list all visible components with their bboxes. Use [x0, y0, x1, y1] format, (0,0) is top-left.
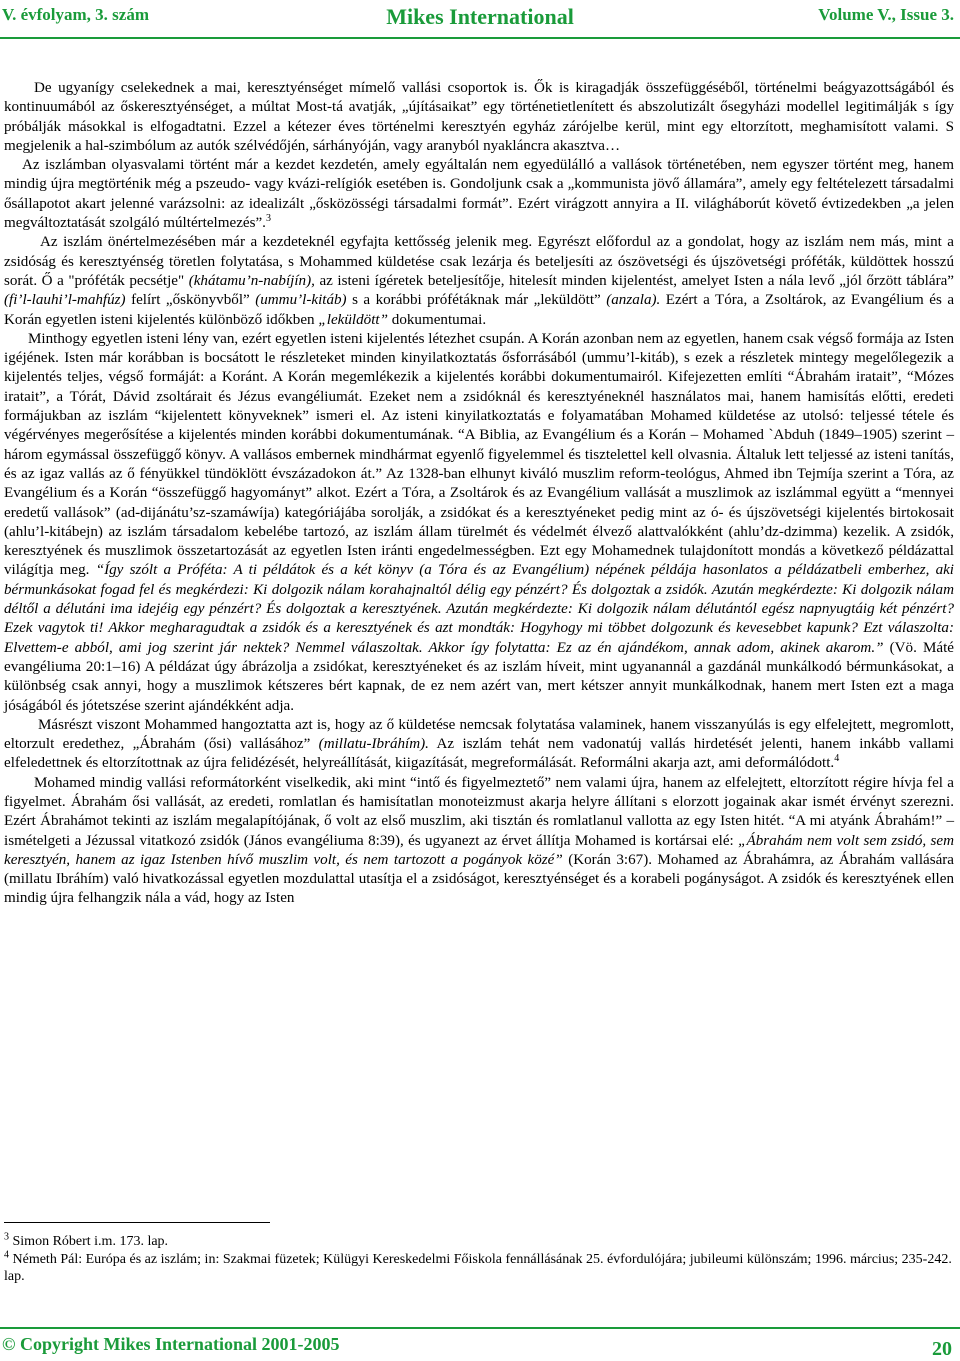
paragraph-3 — [4, 233, 954, 329]
paragraph-6 — [4, 774, 954, 909]
arabic-term-khatamu: (khátamu’n-nabíjín), — [188, 272, 315, 289]
paragraph-4-text-c: (Vö. Máté evangéliuma 20:1–16) A példázat úgy ábrázolja a zsidókat, keresztyéneket és az iszlám híveit, mint ugyanannál a gazdánál munkálkodó bérmunkásokat, a különbség csak annyi, hogy a muszlimok kétszeres bért kapnak, de ez nem azért van, mert kétszer annyit munkálkodnak, hanem mert Isten ezt a maga jóságából és jótetszése szerint ajándékként adja. — [4, 639, 954, 714]
arabic-term-millatu: (millatu-Ibráhím). — [318, 736, 429, 753]
paragraph-3-text-c: az isteni ígéretek beteljesítője, hitelesít minden kijelentést, amelyet Isten a nála levő „jól őrzött táblára” — [319, 272, 954, 289]
footnote-4-text: Németh Pál: Európa és az iszlám; in: Szakmai füzetek; Külügyi Kereskedelmi Főiskola fennállásának 25. évfordulójára; jubileumi különszám; 1996. március; 235-242. lap. — [4, 1251, 952, 1284]
page-number: 20 — [932, 1338, 952, 1360]
article-body — [4, 79, 954, 909]
quran-quote: „Ábrahám nem volt sem zsidó, sem keresztyén, hanem az igaz Istenben hívő muszlim volt, és nem tartozott a pogányok közé” — [4, 832, 954, 868]
paragraph-5 — [4, 716, 954, 774]
page-header — [0, 0, 960, 36]
paragraph-3-text-k: dokumentumai. — [391, 311, 487, 328]
footnote-3-number: 3 — [4, 1231, 9, 1243]
footnote-4-number: 4 — [4, 1248, 9, 1260]
paragraph-5-text-a: Másrészt viszont Mohammed hangoztatta azt is, hogy az ő küldetése nemcsak folytatása valaminek, hanem visszanyúlás is egy elfelejtett, megromlott, eltorzult eredethez, „Ábrahám (ősi) vallásához” — [4, 716, 954, 753]
term-lekuldott: „leküldött” — [318, 311, 388, 328]
header-issue-hu: V. évfolyam, 3. szám — [2, 5, 149, 24]
header-publication-title: Mikes International — [386, 4, 574, 29]
paragraph-2-text: Az iszlámban olyasvalami történt már a kezdet kezdetén, amely egyáltalán nem egyedülálló a vallások történetében, nem egyszer történt meg, hanem mindig újra megtörténik még a pszeudo- vagy kvázi-relígiók esetében is. Gondoljunk csak a „kommunista jövő államára”, amely egy feltételezett társadalmi ősállapotot akart jelenné varázsolni: az idealizált „ősközösségi társadalmi formát”. Ezért virágzott annyira a II. világháborút követő évtizedekben „a jelen megváltoztatását szolgáló múltértelmezés”. — [4, 157, 954, 232]
paragraph-4 — [4, 330, 954, 716]
footnote-3 — [4, 1233, 954, 1251]
arabic-term-lauhi: (fi’l-lauhi’l-mahfúz) — [4, 292, 126, 309]
parable-quote: “Így szólt a Próféta: A ti példátok és a két könyv (a Tóra és az Evangélium) népének példája hasonlatos a példázatbeli emberhez, aki bérmunkásokat fogad fel és megkérdezi: Ki dolgozik nálam korahajnaltól délig egy pénzért? És dolgoztak a zsidók. Azután megkérdezte: Ki dolgozik nálam déltől a délutáni ima idejéig egy pénzért? És dolgoztak a keresztyének. Azután megkérdezte: Ki dolgozik nálam délutántól egész napnyugtáig két pénzért? Ezek vagytok ti! Akkor megharagudtak a zsidók és a keresztyének és azt mondták: Hogyhogy mi többet dolgozunk és kevesebbet kapunk? Ezt válaszolta: Elvettem-e abból, ami jog szerint jár nektek? Nemmel válaszoltak. Akkor így folytatta: Ez az én ajándékom, annak adom, akinek akarom.” — [4, 562, 955, 656]
paragraph-5-text-c: Az iszlám tehát nem vadonatúj vallás hirdetését jelenti, hanem inkább vallami elfeledettnek és eltorzítottnak az újra felidézését, helyreállítását, kiigazítását, megreformálását. Reformálni akarja azt, ami deformálódott. — [4, 736, 954, 772]
footnote-ref-4: 4 — [834, 753, 840, 765]
copyright-notice: © Copyright Mikes International 2001-2005 — [2, 1334, 340, 1354]
arabic-term-ummu: (ummu’l-kitáb) — [255, 292, 347, 309]
header-divider — [0, 37, 960, 39]
paragraph-1: De ugyanígy cselekednek a mai, keresztyénséget mímelő vallási csoportok is. Ők is kiragadják összefüggéséből, történelmi beágyazottságából és kontinuumából az őskeresztyénséget, a múltat Most-tá avatják, „újításaikat” egy történetietlenített és abszolutizált ősegyházi modellel legitimálják s így próbálják másokkal is elfogadtatni. Ezzel a kétezer éves történelmi keresztyén egyház zárójelbe kerül, mint egy eltorzított, meghamisított valami. S megjelenik a hal-szimbólum az autók szélvédőjén, sárhányóján, vagy aranyból nyakláncra akasztva… — [4, 80, 954, 154]
arabic-term-anzala: (anzala). — [606, 292, 661, 309]
header-issue-en: Volume V., Issue 3. — [818, 5, 954, 24]
paragraph-3-text-g: s a korábbi prófétáknak már „leküldött” — [352, 292, 601, 309]
paragraph-4-text-a: Minthogy egyetlen isteni lény van, ezért egyetlen isteni kijelentés létezhet csupán. A Korán azonban nem az egyetlen, hanem csak végső formája az Isten igéjének. Isten már korábban is bocsátott le részleteket minden kinyilatkoztatás ősforrásából (ummu’l-kitáb), s ezek a részletek mintegy megelőlegezik a kijelentés teljes, végső formáját: a Koránt. A Korán megemlékezik a kijelentés korábbi dokumentumairól. Kifejezetten említi “Ábrahám iratait”, “Mózes iratait”, a Tórát, Dávid zsoltárait és Jézus evangéliumát. Ezeket nem a zsidóknál és keresztyéneknél használatos mai, hanem hamisítás előtti, eredeti formájukban az iszlám “kijelentett könyveknek” ismeri el. Az isteni kinyilatkoztatás e folyamatában Mohamed küldetése az utolsó: teljessé tétele és végérvényes megerősítése a kijelentés minden korábbi dokumentumának. “A Biblia, az Evangélium és a Korán – Mohamed `Abduh (1849–1905) szerint – három egymással összefüggő könyv. A vallásos embernek mindhármat egyenlő figyelemmel és tisztelettel kell olvasnia. Általuk lett teljessé az isteni tanítás, és az igaz vallás az ő fényükkel tündöklött évszázadokon át.” Az 1328-ban elhunyt kiváló muszlim reform-teológus, Ahmed ibn Tejmíja szerint a Tóra, az Evangélium és a Korán “összefüggő hagyományt” alkot. Ezért a Tóra, a Zsoltárok és az Evangélium vallását a muszlimok az iszlámmal együtt a “mennyei eredetű vallások” (ad-dijánátu’sz-szamáwíja) kategóriájába sorolják, a zsidókat és a keresztyéneket pedig mint az ó- és újszövetségi kijelentés birtokosait (ahlu’l-kitábejn) az iszlám társadalom kebelébe tartozó, az iszlám állam türelmét és védelmét élvező alattvalókként (ahlu’dz-dzimma) kezelik. A zsidók, keresztyének és muszlimok összetartozását az egyetlen Isten iránti engedelmességben. Ezt egy Mohamednek tulajdonított mondás a következő példázattal világítja meg. — [4, 330, 954, 579]
paragraph-2 — [4, 156, 954, 233]
footnote-ref-3: 3 — [265, 213, 271, 225]
paragraph-3-text-e: felírt „őskönyvből” — [131, 292, 250, 309]
footnotes — [4, 1233, 954, 1286]
paragraph-3-text-i: Ezért a Tóra, a Zsoltárok, az Evangélium és a Korán egyetlen isteni kijelentés különböző időkben — [4, 292, 955, 328]
paragraph-6-text-a: Mohamed mindig vallási reformátorként viselkedik, aki mint “intő és figyelmeztető” nem valami újra, hanem az elfelejtett, eltorzított régire hívja fel a figyelmet. Ábrahám ősi vallását, az eredeti, romlatlan és hamisítatlan monoteizmust akarja helyre állítani s elorzott jogainak akar ismét érvényt szerezni. Ezért Ábrahámot tekinti az iszlám megalapítójának, ő volt az első muszlim, aki tisztán és romlatlanul vallotta az egy Isten hitét. “A mi atyánk Ábrahám!” – ismételgeti a Jézussal vitatkozó zsidók (János evangéliuma 8:39), és ugyanezt az érvet állítja Mohamed is kortársai elé: — [4, 774, 954, 849]
paragraph-6-text-c: (Korán 3:67). Mohamed az Ábrahámra, az Ábrahám vallására (millatu Ibráhím) való hivatkozással egyetlen mozdulattal utasítja el a zsidóságot, keresztyénséget és a korabeli pogányságot. A zsidók és keresztyének ellen mindig újra felhangzik nála a vád, hogy az Isten — [4, 851, 955, 907]
paragraph-3-text-a: Az iszlám önértelmezésében már a kezdeteknél egyfajta kettősség jelenik meg. Egyrészt előfordul az a gondolat, hogy az iszlám nem más, mint a zsidóság és keresztyénség töretlen folytatása, s Mohammed küldetése csak lezárja és beteljesíti az ószövetségi és újszövetségi próféták, küldöttek hosszú sorát. Ő a "próféták pecsétje" — [4, 234, 954, 289]
footnote-3-text: Simon Róbert i.m. 173. lap. — [12, 1234, 169, 1249]
footer-divider — [0, 1327, 960, 1329]
footnote-4 — [4, 1248, 954, 1286]
footnote-divider — [4, 1222, 270, 1223]
